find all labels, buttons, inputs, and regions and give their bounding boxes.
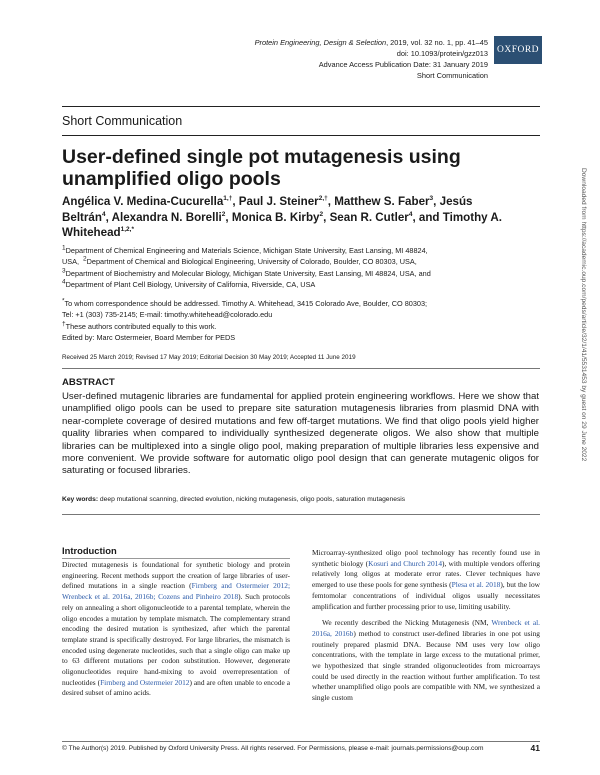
keywords (62, 496, 405, 503)
author-name: Matthew S. Faber (334, 195, 430, 208)
advance-access-date: Advance Access Publication Date: 31 January 2019 (318, 60, 488, 69)
affiliation-text: Department of Chemical and Biological Engineering, University of Colorado, Boulder, CO 80303, USA, (86, 257, 417, 267)
affiliation-line (62, 245, 428, 256)
affiliation-line (62, 279, 315, 290)
intro-left-column (62, 560, 290, 699)
intro-rule (62, 558, 290, 559)
body-text: ) and are often unable to encode a desired subset of amino acids. (62, 677, 290, 698)
journal-name: Protein Engineering, Design & Selection (254, 38, 387, 47)
section-label: Short Communication (62, 114, 183, 128)
author-name: Jesús Beltrán (62, 195, 473, 224)
article-title: User-defined single pot mutagenesis using unamplified oligo pools (62, 146, 461, 190)
citation-link[interactable]: Firnberg and Ostermeier 2012 (100, 677, 190, 687)
author-separator: , (232, 195, 239, 208)
page-number: 41 (530, 743, 540, 753)
right-paragraph-2 (312, 618, 540, 704)
article-type: Short Communication (416, 71, 488, 80)
correspondence-line-text: To whom correspondence should be addressed. Timothy A. Whitehead, 3415 Colorado Ave, Boulder, CO 80303; (64, 299, 428, 308)
correspondence-line (62, 332, 235, 343)
affiliation-text: Department of Plant Cell Biology, University of California, Riverside, CA, USA (65, 280, 316, 290)
abstract-text: User-defined mutagenic libraries are fundamental for applied protein engineering workflows. Here we show that unamplified oligo pools can be used to prepare site saturation mutagenesis libraries from plasmid DNA with near-complete coverage of desired mutations and few off-target mutations. We find that oligo pools yield higher quality libraries when compared to individually synthesized degenerate oligos. We also show that multiple libraries can be multiplexed into a single oligo pool, making preparation of multiple libraries less expensive and more convenient. We provide software for automatic oligo pool design that can generate mutagenic oligos for saturating or focused libraries. (62, 391, 539, 477)
journal-citation (255, 38, 488, 49)
author-affiliation-mark: 4 (408, 210, 413, 218)
affiliation-text: USA, (62, 257, 80, 267)
right-paragraph-1 (312, 548, 540, 612)
author-affiliation-mark: 4 (101, 210, 106, 218)
author-affiliation-mark: 2 (319, 210, 324, 218)
author-separator: , (433, 195, 440, 208)
footer-rule (62, 741, 540, 742)
affiliation-text: Department of Chemical Engineering and Materials Science, Michigan State University, East Lansing, MI 48824, (65, 246, 428, 255)
citation-link[interactable]: Kosuri and Church 2014 (368, 558, 443, 568)
author-affiliation-mark: 1,2,* (120, 226, 134, 234)
correspondence-line-mark: * (62, 297, 65, 305)
intro-right-column (312, 548, 540, 704)
author-separator: , (412, 210, 419, 224)
citation-link[interactable]: Firnberg and Ostermeier 2012; Wrenbeck et al. 2016a, 2016b; Cozens and Pinheiro 2018 (62, 581, 291, 602)
oxford-logo: OXFORD (494, 36, 542, 64)
download-watermark: Downloaded from https://academic.oup.com/peds/article/32/1/41/5531453 by guest on 29 June 2022 (580, 168, 587, 462)
section-rule (62, 135, 540, 136)
affiliation-line (62, 256, 79, 267)
keywords-list: deep mutational scanning, directed evolution, nicking mutagenesis, oligo pools, saturation mutagenesis (99, 496, 406, 503)
body-text: ). Such protocols rely on annealing a short oligonucleotide to a parental template, wherein the oligo encodes a mutation by template mismatch. The complementary strand encoding the desired mutation is synthesized, after which the parental template strand is specifically destroyed. For large libraries, the mismatch is encoded using degenerate nucleotides, such that a single oligo can make up to 63 different mutations per codon substitution. However, degenerate oligonucleotides require hand-mixing to avoid overrepresentation of nucleotides ( (62, 592, 290, 687)
correspondence-line (62, 321, 217, 332)
correspondence-line-text: These authors contributed equally to this work. (65, 321, 217, 331)
citation-link[interactable]: Wrenbeck et al. 2016a, 2016b (312, 618, 541, 638)
affiliation-mark: 1 (62, 244, 66, 252)
correspondence-line-mark: † (62, 320, 66, 328)
affiliation-text: Department of Biochemistry and Molecular Biology, Michigan State University, East Lansing, MI 48824, USA, and (65, 268, 431, 278)
author-name: Monica B. Kirby (231, 210, 320, 224)
intro-heading: Introduction (62, 545, 117, 556)
correspondence-line-text: Edited by: Marc Ostermeier, Board Member for PEDS (62, 333, 236, 343)
body-text: ), with multiple vendors offering relatively long oligos at moderate error rates. Clever techniques have emerged to use these pools for gene synthesis ( (312, 558, 540, 590)
affiliation-line (62, 268, 431, 279)
body-text: We recently described the Nicking Mutagenesis (NM, (322, 618, 492, 628)
author-name: Sean R. Cutler (329, 210, 409, 224)
author-separator: , (327, 195, 335, 208)
author-separator: , (105, 210, 112, 224)
author-affiliation-mark: 2,† (318, 195, 328, 203)
author-list (62, 194, 512, 241)
abstract-rule (62, 514, 540, 515)
citation-link[interactable]: Plesa et al. 2018 (451, 580, 501, 590)
body-text: Directed mutagenesis is foundational for synthetic biology and protein engineering. Recent methods support the creation of large libraries of user-defined mutations in a single reaction ( (62, 560, 290, 591)
left-paragraph (62, 560, 290, 699)
journal-volume: , 2019, vol. 32 no. 1, pp. 41–45 (386, 38, 488, 47)
body-text: Microarray-synthesized oligo pool technology has recently found use in synthetic biology ( (312, 548, 540, 568)
abstract-heading: ABSTRACT (62, 377, 115, 388)
author-name: Paul J. Steiner (238, 195, 319, 208)
body-text: ), but the low femtomolar concentrations of individual oligos usually necessitates amplification and further processing prior to use, limiting usability. (312, 580, 540, 611)
author-separator: , (323, 210, 330, 224)
affiliation-mark: 2 (83, 255, 87, 263)
author-name: and Timothy A. Whitehead (62, 210, 502, 240)
correspondence-line (62, 298, 427, 309)
author-affiliation-mark: 3 (429, 195, 434, 203)
author-affiliation-mark: 2 (221, 210, 226, 218)
author-name: Angélica V. Medina-Cucurella (62, 195, 224, 208)
header-rule (62, 106, 540, 107)
correspondence-line-text: Tel: +1 (303) 735-2145; E-mail: timothy.whitehead@colorado.edu (62, 310, 273, 320)
affiliation-mark: 3 (62, 267, 66, 275)
keywords-label: Key words: (62, 496, 99, 503)
correspondence-line (62, 309, 272, 320)
author-name: Alexandra N. Borelli (111, 210, 222, 224)
article-dates: Received 25 March 2019; Revised 17 May 2019; Editorial Decision 30 May 2019; Accepted 11 June 2019 (62, 354, 356, 361)
body-text: ) method to construct user-defined libraries in one pot using routinely prepared plasmid DNA. Because NM uses very low oligo concentrations, with the template in large excess to the mutational primer, we hypothesized that single stranded oligonucleotides from microarrays could be used directly in the reaction without further amplification. To test whether unamplified oligo pools are compatible with NM, we synthesized a single custom (312, 628, 540, 703)
author-separator: , (225, 210, 232, 224)
affiliation-line (83, 256, 417, 267)
doi[interactable]: doi: 10.1093/protein/gzz013 (396, 49, 488, 58)
author-affiliation-mark: 1,† (223, 195, 233, 203)
affiliation-mark: 4 (62, 278, 66, 286)
dates-rule (62, 368, 540, 369)
copyright-footer: © The Author(s) 2019. Published by Oxford University Press. All rights reserved. For Permissions, please e-mail: journals.permissions@oup.com (62, 745, 484, 752)
